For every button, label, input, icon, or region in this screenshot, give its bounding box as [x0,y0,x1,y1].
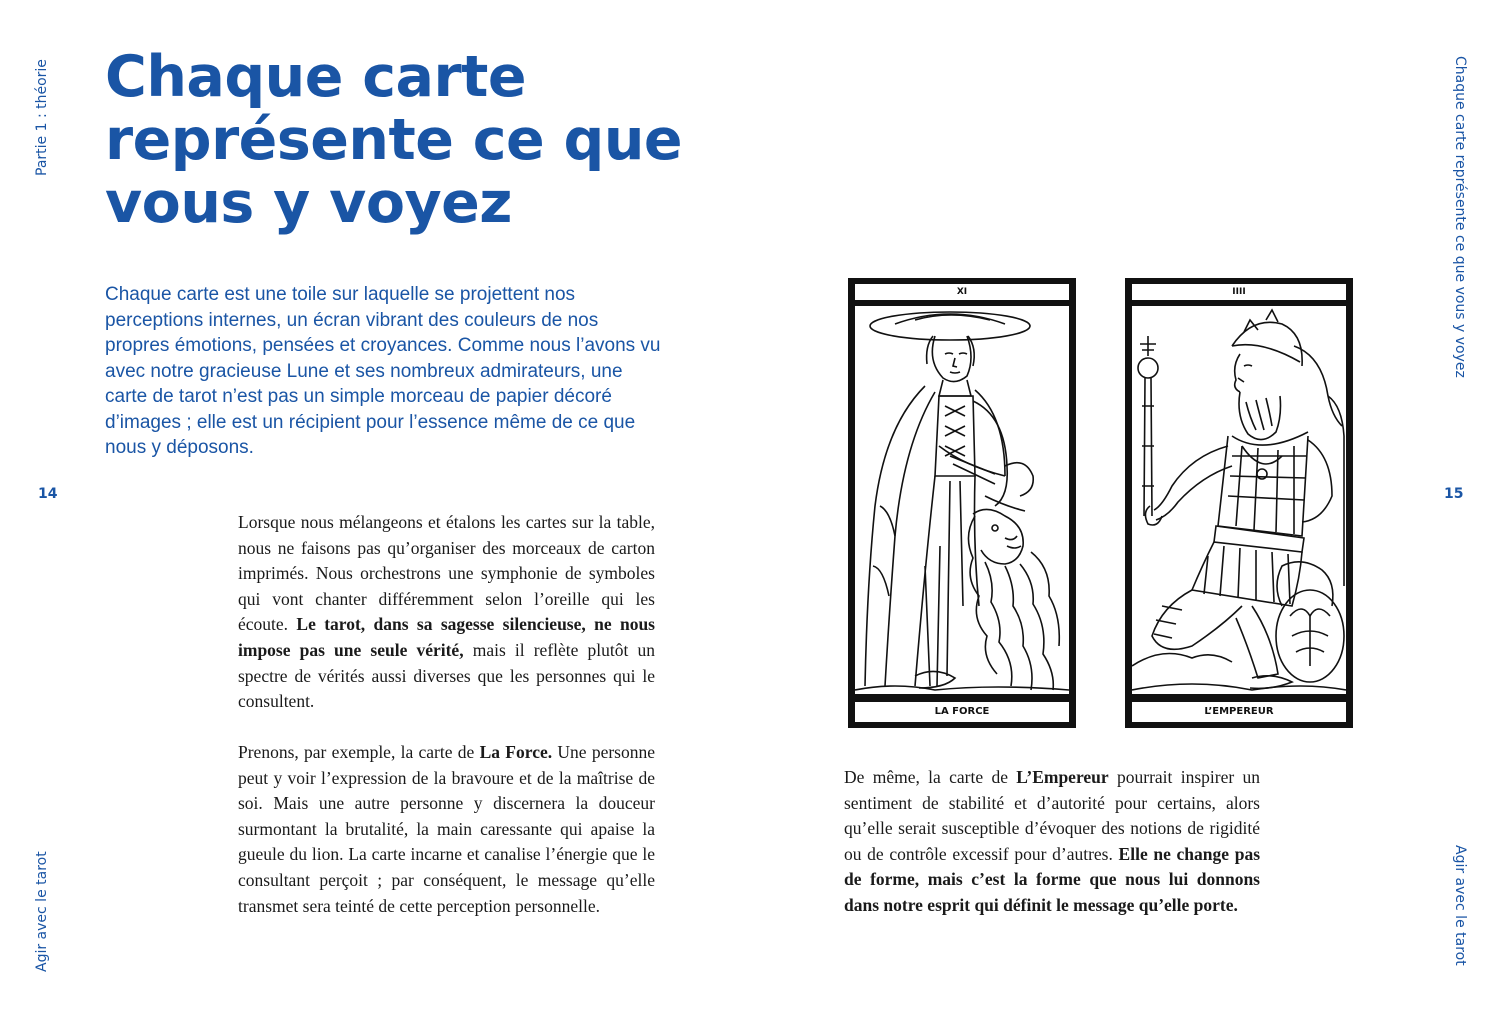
running-head-right-bottom: Agir avec le tarot [1452,845,1468,966]
tarot-card-l-empereur [1125,278,1353,728]
l-empereur-illustration [1132,306,1346,694]
running-head-right-top: Chaque carte représente ce que vous y voyez [1452,56,1468,378]
page-number-left: 14 [38,486,58,502]
card-numeral: XI [855,284,1069,300]
card-name: LA FORCE [855,702,1069,722]
card-numeral: IIII [1132,284,1346,300]
body-paragraph-2: Prenons, par exemple, la carte de La Force. Une personne peut y voir l’expression de la bravoure et de la maîtrise de soi. Mais une autre personne y discernera la douceur surmontant la brutalité, la main caressante qui apaise la gueule du lion. La carte incarne et canalise l’énergie que le consultant perçoit ; par conséquent, le message qu’elle transmet sera teinté de cette perception personnelle. [238,742,655,916]
page-title: Chaque carte représente ce que vous y voyez [105,44,683,236]
la-force-illustration [855,306,1069,694]
body-paragraph-right: De même, la carte de L’Empereur pourrait inspirer un sentiment de stabilité et d’autorité pour certains, alors qu’elle serait susceptible d’évoquer des notions de rigidité ou de contrôle excessif pour d’autres. Elle ne change pas de forme, mais c’est la forme que nous lui donnons dans notre esprit qui définit le message qu’elle porte. [844,767,1261,915]
card-name: L’EMPEREUR [1132,702,1346,722]
tarot-card-la-force [848,278,1076,728]
l-empereur-drawing [1132,306,1346,694]
running-head-left-bottom: Agir avec le tarot [34,851,50,972]
body-paragraph-1: Lorsque nous mélangeons et étalons les cartes sur la table, nous ne faisons pas qu’organiser des morceaux de carton imprimés. Nous orchestrons une symphonie de symboles qui vont chanter différemment selon l’oreille qui les écoute. Le tarot, dans sa sagesse silencieuse, ne nous impose pas une seule vérité, mais il reflète plutôt un spectre de vérités aussi diverses que les personnes qui le consultent. [238,512,655,712]
intro-paragraph: Chaque carte est une toile sur laquelle se projettent nos perceptions internes, un écran vibrant des couleurs de nos propres émotions, pensées et croyances. Comme nous l’avons vu avec notre gracieuse Lune et ses nombreux admirateurs, une carte de tarot n’est pas un simple morceau de papier décoré d’images ; elle est un récipient pour l’essence même de ce que nous y déposons. [105,284,661,458]
la-force-drawing [855,306,1069,694]
running-head-left-top: Partie 1 : théorie [34,59,50,176]
page-number-right: 15 [1444,486,1464,502]
